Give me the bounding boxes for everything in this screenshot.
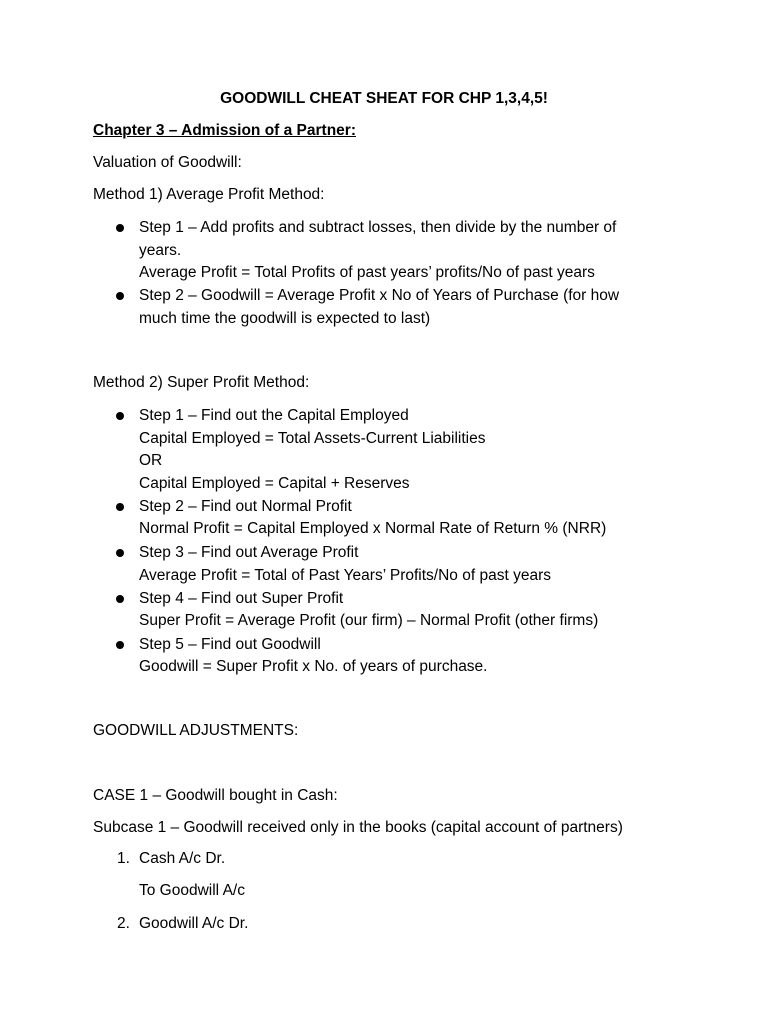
method1-step2-line1: Step 2 – Goodwill = Average Profit x No of Years of Purchase (for how (139, 287, 620, 304)
method1-step1-line1: Step 1 – Add profits and subtract losses, then divide by the number of (139, 219, 617, 236)
method2-step5-line2: Goodwill = Super Profit x No. of years of purchase. (139, 658, 488, 675)
document-title: GOODWILL CHEAT SHEAT FOR CHP 1,3,4,5! (220, 90, 548, 107)
method2-step3-line2: Average Profit = Total of Past Years’ Profits/No of past years (139, 567, 551, 584)
method2-step1-line1: Step 1 – Find out the Capital Employed (139, 407, 409, 424)
method2-step3-line1: Step 3 – Find out Average Profit (139, 544, 359, 561)
bullet-icon (116, 224, 124, 232)
bullet-icon (116, 412, 124, 420)
method2-step5-line1: Step 5 – Find out Goodwill (139, 636, 321, 653)
method2-step2-line1: Step 2 – Find out Normal Profit (139, 498, 352, 515)
entry1-line2: To Goodwill A/c (139, 882, 245, 899)
valuation-heading: Valuation of Goodwill: (93, 154, 242, 171)
subcase1-heading: Subcase 1 – Goodwill received only in the books (capital account of partners) (93, 819, 623, 836)
chapter-heading: Chapter 3 – Admission of a Partner: (93, 122, 356, 139)
method2-step4-line1: Step 4 – Find out Super Profit (139, 590, 344, 607)
entry2-line1: Goodwill A/c Dr. (139, 915, 249, 932)
bullet-icon (116, 641, 124, 649)
entry2-number: 2. (117, 915, 130, 932)
entry1-line1: Cash A/c Dr. (139, 850, 226, 867)
method1-step1-line3: Average Profit = Total Profits of past years’ profits/No of past years (139, 264, 595, 281)
bullet-icon (116, 292, 124, 300)
method2-step1-line3: OR (139, 452, 163, 469)
method1-step1-line2: years. (139, 242, 182, 259)
method1-heading: Method 1) Average Profit Method: (93, 186, 325, 203)
bullet-icon (116, 595, 124, 603)
bullet-icon (116, 549, 124, 557)
method1-step2-line2: much time the goodwill is expected to last) (139, 310, 431, 327)
adjustments-heading: GOODWILL ADJUSTMENTS: (93, 722, 299, 739)
entry1-number: 1. (117, 850, 130, 867)
method2-step2-line2: Normal Profit = Capital Employed x Normal Rate of Return % (NRR) (139, 520, 607, 537)
method2-step4-line2: Super Profit = Average Profit (our firm) – Normal Profit (other firms) (139, 612, 599, 629)
method2-heading: Method 2) Super Profit Method: (93, 374, 310, 391)
bullet-icon (116, 503, 124, 511)
method2-step1-line4: Capital Employed = Capital + Reserves (139, 475, 410, 492)
method2-step1-line2: Capital Employed = Total Assets-Current Liabilities (139, 430, 486, 447)
case1-heading: CASE 1 – Goodwill bought in Cash: (93, 787, 338, 804)
